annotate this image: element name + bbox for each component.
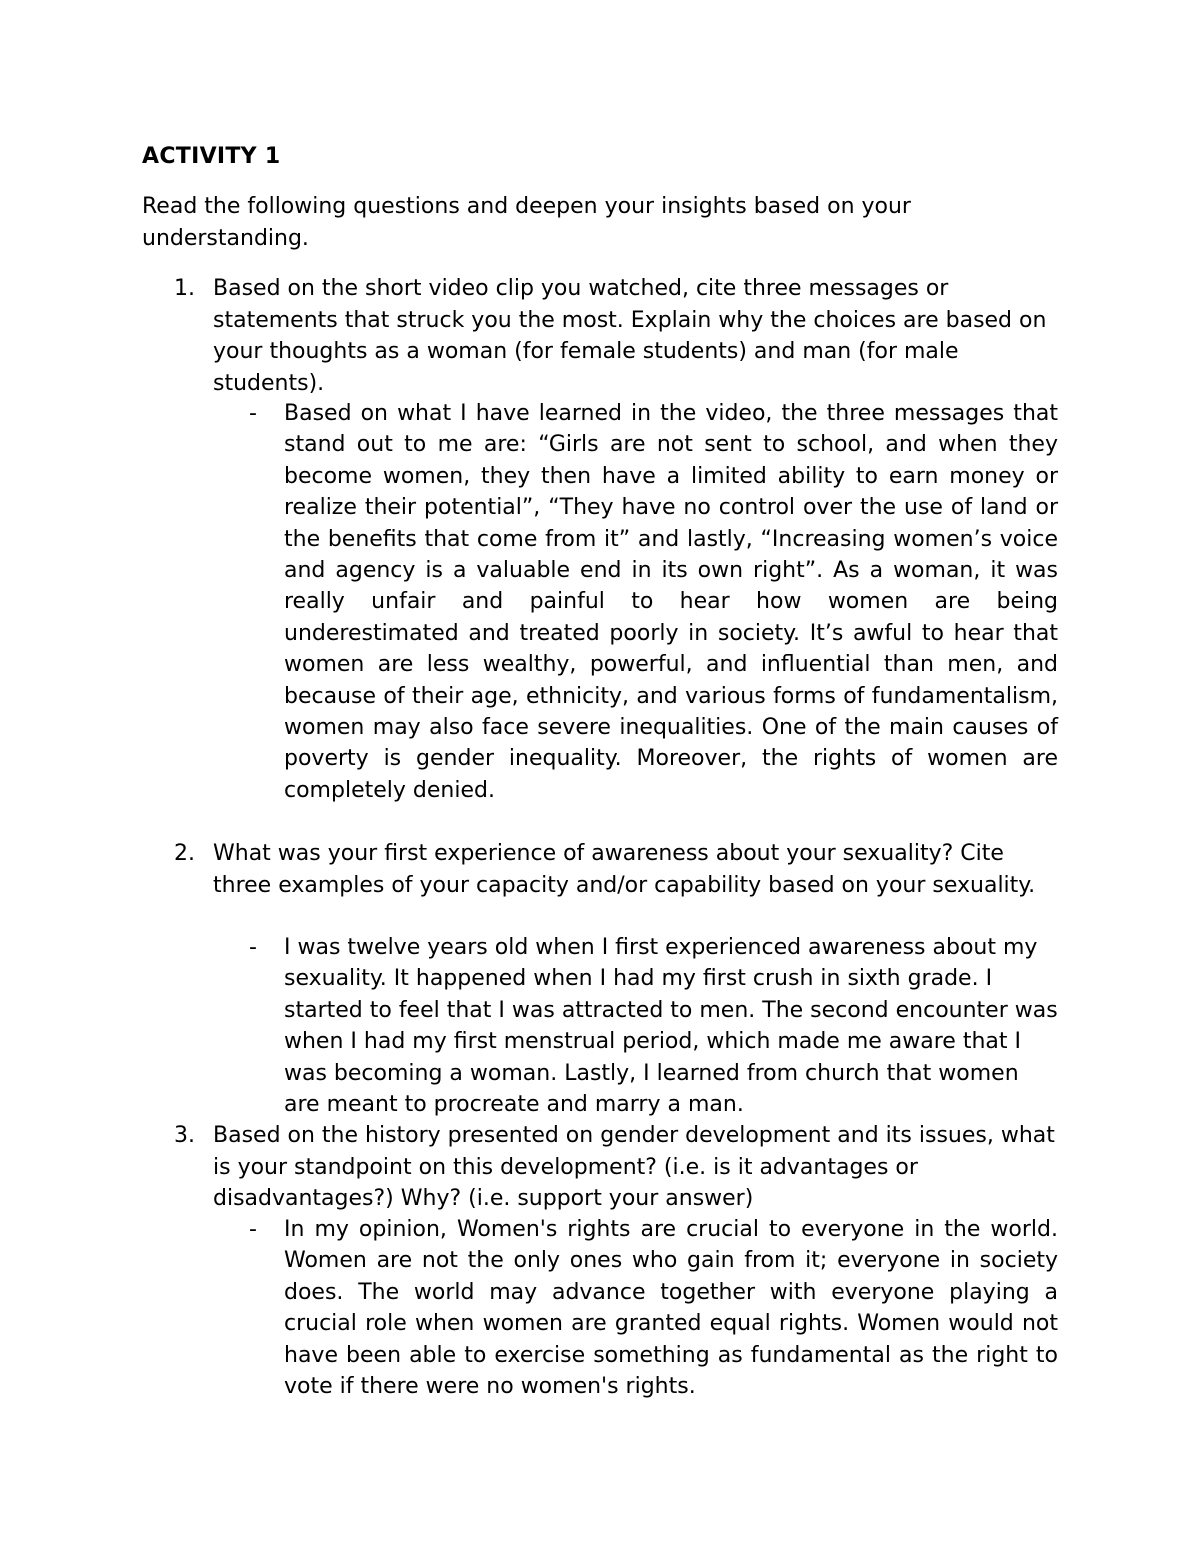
- answer-2: [249, 932, 1058, 1120]
- question-3: [174, 1120, 1063, 1215]
- question-1: [174, 273, 1063, 399]
- answer-1: [249, 398, 1058, 806]
- question-1-number: 1.: [174, 276, 195, 301]
- question-3-text: Based on the history presented on gender development and its issues, what is your standpoint on this development? (i.e. is it advantages or disadvantages?) Why? (i.e. support your answer): [213, 1123, 1055, 1211]
- question-2-text: What was your first experience of awareness about your sexuality? Cite three examples of your capacity and/or capability based on your sexuality.: [213, 841, 1036, 898]
- answer-1-text: Based on what I have learned in the video, the three messages that stand out to me are: “Girls are not sent to school, and when they become women, they then have a limited ability to earn money or realize their potential”, “They have no control over the use of land or the benefits that come from it” and lastly, “Increasing women’s voice and agency is a valuable end in its own right”. As a woman, it was really unfair and painful to hear how women are being underestimated and treated poorly in society. It’s awful to hear that women are less wealthy, powerful, and influential than men, and because of their age, ethnicity, and various forms of fundamentalism, women may also face severe inequalities. One of the main causes of poverty is gender inequality. Moreover, the rights of women are completely denied.: [284, 401, 1058, 803]
- answer-3: [249, 1214, 1058, 1402]
- answer-1-bullet: -: [249, 401, 257, 426]
- answer-2-text: I was twelve years old when I first experienced awareness about my sexuality. It happened when I had my first crush in sixth grade. I started to feel that I was attracted to men. The second encounter was when I had my first menstrual period, which made me aware that I was becoming a woman. Lastly, I learned from church that women are meant to procreate and marry a man.: [284, 935, 1058, 1118]
- answer-3-bullet: -: [249, 1217, 257, 1242]
- question-1-text: Based on the short video clip you watched, cite three messages or statements that struck you the most. Explain why the choices are based on your thoughts as a woman (for female students) and man (for male students).: [213, 276, 1047, 396]
- answer-3-text: In my opinion, Women's rights are crucial to everyone in the world. Women are not the only ones who gain from it; everyone in society does. The world may advance together with everyone playing a crucial role when women are granted equal rights. Women would not have been able to exercise something as fundamental as the right to vote if there were no women's rights.: [284, 1217, 1058, 1400]
- question-2-number: 2.: [174, 841, 195, 866]
- intro-paragraph: Read the following questions and deepen your insights based on your understanding.: [142, 194, 911, 251]
- answer-2-bullet: -: [249, 935, 257, 960]
- question-3-number: 3.: [174, 1123, 195, 1148]
- activity-title: ACTIVITY 1: [142, 144, 281, 169]
- question-2: [174, 838, 1063, 901]
